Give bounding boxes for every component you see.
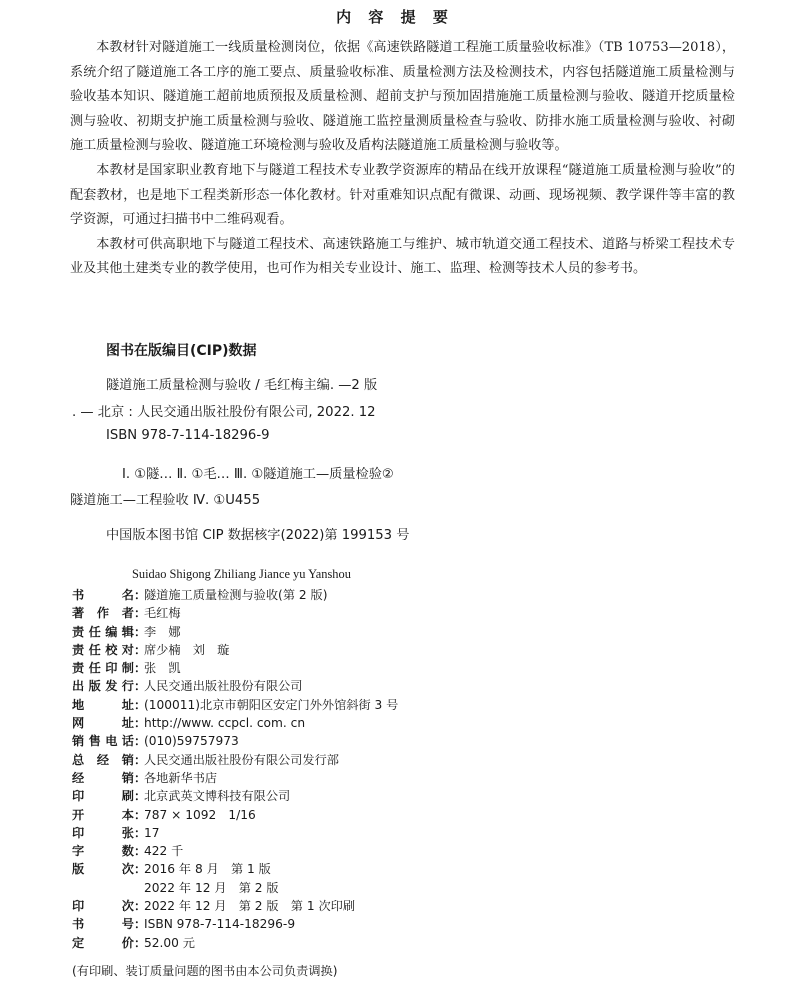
colophon-row (72, 806, 752, 824)
colophon-value: 隧道施工质量检测与验收(第 2 版) (144, 588, 328, 602)
colophon-value: 2022 年 12 月 第 2 版 第 1 次印刷 (144, 899, 356, 914)
colophon-label: 开 本 (72, 807, 134, 822)
cip-heading: 图书在版编目(CIP)数据 (106, 343, 257, 359)
colophon-row (72, 860, 752, 878)
colophon-label: 定 价 (72, 935, 134, 950)
colophon-value: 毛红梅 (144, 606, 181, 621)
colophon-row (72, 934, 752, 952)
cip-isbn-line: ISBN 978-7-114-18296-9 (106, 428, 270, 443)
colophon-colon: ： (134, 899, 147, 914)
colophon-value: ISBN 978-7-114-18296-9 (144, 917, 296, 932)
colophon-value: 2016 年 8 月 第 1 版 (144, 862, 271, 877)
colophon-value: 2022 年 12 月 第 2 版 (144, 880, 279, 895)
colophon-label: 责任编辑 (72, 624, 134, 639)
colophon-value: (100011)北京市朝阳区安定门外外馆斜街 3 号 (144, 697, 399, 712)
colophon-label: 地 址 (72, 697, 134, 712)
colophon-colon: ： (134, 862, 147, 877)
colophon-label (72, 879, 134, 897)
colophon-colon: ： (134, 752, 147, 767)
colophon-value: 17 (144, 825, 160, 840)
colophon-row (72, 732, 752, 750)
colophon-value: (010)59757973 (144, 734, 239, 749)
colophon-label: 出版发行 (72, 679, 134, 694)
colophon-value: 422 千 (144, 844, 184, 859)
colophon-label: 字 数 (72, 844, 134, 859)
colophon-colon: ： (134, 661, 147, 676)
colophon-label: 书 名 (72, 588, 134, 602)
colophon-row (72, 787, 752, 805)
colophon-row (72, 842, 752, 860)
cip-title-line: 隧道施工质量检测与验收 / 毛红梅主编. —2 版 (106, 378, 378, 393)
colophon-colon (134, 879, 144, 897)
colophon-colon: ： (134, 606, 147, 621)
colophon-colon: ： (134, 697, 147, 712)
colophon-colon: ： (134, 624, 147, 639)
pinyin-title: Suidao Shigong Zhiliang Jiance yu Yanshou (132, 567, 351, 581)
colophon-row (72, 677, 752, 695)
colophon-colon: ： (134, 935, 147, 950)
colophon-value: 张 凯 (144, 661, 181, 676)
colophon-row (72, 769, 752, 787)
abstract-paragraph: 本教材可供高职地下与隧道工程技术、高速铁路施工与维护、城市轨道交通工程技术、道路与桥梁工程技术专业及其他土建类专业的教学使用，也可作为相关专业设计、施工、监理、检测等技术人员的参考书。 (70, 236, 735, 277)
colophon-colon: ： (134, 917, 147, 932)
abstract-paragraph: 本教材是国家职业教育地下与隧道工程技术专业教学资源库的精品在线开放课程“隧道施工质量检测与验收”的配套教材，也是地下工程类新形态一体化教材。针对重难知识点配有微课、动画、现场视频、教学课件等丰富的教学资源，可通过扫描书中二维码观看。 (70, 162, 735, 228)
colophon-label: 印 次 (72, 899, 134, 914)
abstract-section (70, 36, 735, 282)
colophon-label: 责任印制 (72, 661, 134, 676)
colophon-label: 总 经 销 (72, 752, 134, 767)
colophon-row (72, 824, 752, 842)
colophon-value: 787 × 1092 1/16 (144, 807, 256, 822)
colophon-row (72, 659, 752, 677)
colophon-row (72, 714, 752, 732)
colophon-row (72, 879, 752, 897)
colophon-value: 席少楠 刘 璇 (144, 642, 230, 657)
colophon-value: 北京武英文博科技有限公司 (144, 789, 291, 804)
quality-note: (有印刷、装订质量问题的图书由本公司负责调换) (72, 964, 338, 978)
colophon-row (72, 696, 752, 714)
colophon-colon: ： (134, 844, 147, 859)
colophon-label: 销售电话 (72, 734, 134, 749)
colophon-value: 人民交通出版社股份有限公司发行部 (144, 752, 339, 767)
colophon-value: 人民交通出版社股份有限公司 (144, 679, 303, 694)
colophon-row (72, 604, 752, 622)
abstract-paragraph: 本教材针对隧道施工一线质量检测岗位，依据《高速铁路隧道工程施工质量验收标准》（TB 10753—2018），系统介绍了隧道施工各工序的施工要点、质量验收标准、质量检测方法及检测技术，内容包括隧道施工质量检测与验收基本知识、隧道施工超前地质预报及质量检测、超前支护与预加固措施施工质量检测与验收、隧道开挖质量检测与验收、初期支护施工质量检测与验收、隧道施工监控量测质量检查与验收、防排水施工质量检测与验收、衬砌施工质量检测与验收、隧道施工环境检测与验收及盾构法隧道施工质量检测与验收等。 (70, 40, 735, 154)
colophon-row (72, 641, 752, 659)
colophon-label: 版 次 (72, 862, 134, 877)
colophon-row (72, 751, 752, 769)
colophon-row (72, 623, 752, 641)
colophon-label: 著 作 者 (72, 606, 134, 621)
cip-publisher-line: . — 北京 : 人民交通出版社股份有限公司, 2022. 12 (72, 405, 376, 420)
cip-subject-line: 隧道施工—工程验收 Ⅳ. ①U455 (70, 493, 261, 508)
colophon-colon: ： (134, 825, 147, 840)
colophon-row (72, 586, 752, 604)
colophon-colon: ： (134, 789, 147, 804)
colophon-colon: ： (134, 588, 147, 602)
colophon-value: 52.00 元 (144, 935, 195, 950)
cip-number: 中国版本图书馆 CIP 数据核字(2022)第 199153 号 (106, 528, 410, 543)
colophon-label: 书 号 (72, 917, 134, 932)
colophon-colon: ： (134, 716, 147, 731)
colophon-label: 经 销 (72, 770, 134, 785)
colophon-value: http://www. ccpcl. com. cn (144, 716, 306, 731)
colophon-label: 网 址 (72, 716, 134, 731)
colophon-value: 李 娜 (144, 624, 181, 639)
colophon-label: 印 刷 (72, 789, 134, 804)
colophon-label: 印 张 (72, 825, 134, 840)
cip-subject-line: Ⅰ. ①隧… Ⅱ. ①毛… Ⅲ. ①隧道施工—质量检验② (122, 467, 394, 482)
colophon-colon: ： (134, 770, 147, 785)
colophon-colon: ： (134, 807, 147, 822)
colophon-value: 各地新华书店 (144, 770, 218, 785)
colophon-row (72, 897, 752, 915)
colophon-colon: ： (134, 734, 147, 749)
colophon-colon: ： (134, 679, 147, 694)
page-title: 内 容 提 要 (336, 8, 454, 26)
colophon-colon: ： (134, 642, 147, 657)
colophon-label: 责任校对 (72, 642, 134, 657)
colophon-row (72, 915, 752, 933)
colophon-table (72, 586, 752, 952)
